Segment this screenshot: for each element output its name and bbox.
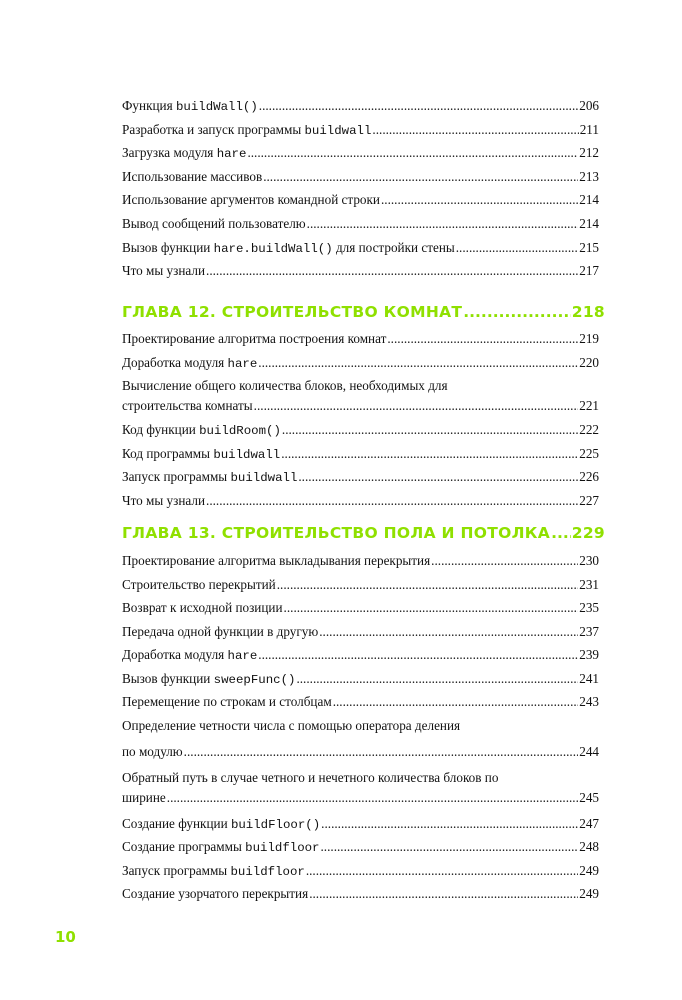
toc-entry-page: 217 [579,263,599,279]
dot-leader [387,329,578,349]
toc-entry[interactable] [122,143,599,164]
toc-entry-title [122,353,257,374]
toc-entry[interactable] [122,376,599,416]
toc-entry-row [122,353,599,374]
chapter-title: ГЛАВА 12. СТРОИТЕЛЬСТВО КОМНАТ [122,303,463,321]
toc-entry-row [122,143,599,164]
toc-entry-code: buildWall() [175,100,258,114]
toc-entry-code: hare [227,356,258,371]
toc-entry-code: buildfloor [245,841,320,855]
toc-entry[interactable] [122,214,599,234]
toc-entry-text: Перемещение по строкам и столбцам [122,694,332,709]
toc-entry-text: Что мы узнали [122,263,206,279]
toc-entry[interactable] [122,261,599,281]
toc-entry[interactable] [122,575,599,595]
toc-entry-row [122,238,599,259]
toc-entry-title [122,467,297,488]
toc-entry[interactable] [122,491,599,511]
toc-entry-page: 249 [579,886,599,901]
toc-entry-text: для постройки стены [332,239,455,255]
toc-entry-title [122,575,276,595]
dot-leader [259,96,578,116]
toc-entry-text: строительства комнаты [122,398,253,414]
toc-entry-title [122,329,386,349]
dot-leader [298,467,578,487]
toc-entry-title [122,598,283,618]
dot-leader [307,214,579,234]
chapter-page: 229 [571,524,605,542]
toc-entry-text: Загрузка модуля [122,145,217,161]
toc-entry[interactable] [122,167,599,187]
toc-entry-title [122,788,166,808]
toc-entry-title [122,190,380,210]
dot-leader [167,788,578,808]
toc-entry-row [122,692,599,712]
toc-entry-text: Создание узорчатого перекрытия [122,886,309,901]
toc-entry-title [122,420,281,441]
toc-entry-code: hare [216,147,247,162]
toc-entry-row [122,396,599,416]
toc-entry-page: 248 [579,839,599,854]
toc-entry-row [122,598,599,618]
toc-entry-page: 206 [579,98,599,113]
toc-entry-row [122,329,599,349]
toc-entry-title [122,645,257,666]
dot-leader [206,491,578,511]
toc-entry-page: 215 [579,239,599,255]
toc-entry-title-line: Определение четности числа с помощью оператора деления [122,717,461,733]
toc-entry-text: ширине [122,789,166,805]
dot-leader [277,575,578,595]
toc-entry[interactable] [122,884,599,904]
toc-entry-row [122,814,599,835]
toc-entry-title [122,884,308,904]
toc-entry-code: buildwall [304,123,372,138]
toc-entry[interactable] [122,353,599,374]
toc-entry-code: buildfloor [230,864,305,879]
toc-entry-row [122,884,599,904]
dot-leader [319,622,578,642]
toc-entry-page: 231 [579,576,599,592]
toc-entry-page: 220 [579,354,599,370]
toc-entry-page: 213 [579,168,599,184]
toc-entry[interactable] [122,861,599,882]
toc-entry-title [122,622,318,642]
toc-entry[interactable] [122,598,599,618]
toc-entry-row [122,575,599,595]
toc-entry-code: hare [227,649,258,663]
toc-entry-title-line: Обратный путь в случае четного и нечетного количества блоков по [122,769,499,785]
toc-entry-page: 239 [579,647,599,662]
toc-entry-text: Запуск программы [122,469,231,485]
toc-entry-text: Код функции [122,422,200,438]
dot-leader [321,837,579,857]
dot-leader [321,814,578,834]
toc-entry[interactable] [122,420,599,441]
toc-entry-row [122,669,599,690]
toc-entry-page: 212 [579,145,599,161]
toc-entry[interactable] [122,837,599,858]
toc-entry[interactable] [122,238,599,259]
toc-entry-page: 225 [579,445,599,461]
toc-entry-row [122,190,599,210]
toc-entry-code: hare.buildWall() [213,241,333,256]
toc-entry-page: 214 [579,192,599,208]
dot-leader [431,551,578,571]
dot-leader [456,238,578,258]
toc-entry-title [122,814,320,835]
toc-entry-title [122,261,205,281]
toc-entry-title [122,167,262,187]
dot-leader [284,598,579,618]
toc-entry-title-line: Вычисление общего количества блоков, необходимых для [122,378,448,394]
toc-entry-title [122,396,253,416]
toc-entry-row [122,214,599,234]
toc-entry-row [122,622,599,642]
toc-entry-text: Проектирование алгоритма построения комнат [122,331,387,346]
toc-entry[interactable] [122,444,599,465]
toc-entry[interactable] [122,692,599,712]
toc-entry-text: Доработка модуля [122,354,228,370]
dot-leader [258,353,578,373]
chapter-heading[interactable] [122,522,605,544]
dot-leader [258,645,578,665]
toc-entry-row [122,645,599,666]
toc-entry-row [122,444,599,465]
toc-entry[interactable] [122,467,599,488]
toc-entry-title [122,491,205,511]
toc-entry-title [122,214,306,234]
dot-leader [296,669,578,689]
chapter-page: 218 [571,303,605,321]
toc-entry-title [122,837,320,858]
dot-leader [333,692,579,712]
dot-leader [184,742,579,762]
dot-leader [254,396,579,416]
dot-leader [282,420,578,440]
dot-leader [306,861,578,881]
toc-entry-title [122,742,183,762]
toc-entry-text: Создание программы [122,839,246,854]
toc-entry-title [122,238,455,259]
toc-entry-page: 211 [579,121,599,137]
toc-entry[interactable] [122,645,599,666]
toc-entry-text: Использование аргументов командной строки [122,192,380,208]
toc-entry[interactable] [122,329,599,349]
toc-entry-page: 226 [579,469,599,485]
toc-entry-text: Передача одной функции в другую [122,623,319,639]
toc-entry-row [122,742,599,762]
dot-leader [309,884,578,904]
toc-entry-page: 241 [579,670,599,686]
toc-entry-title [122,143,246,164]
toc-entry[interactable] [122,551,599,571]
toc-entry[interactable] [122,716,599,762]
chapter-heading[interactable] [122,301,605,323]
toc-entry[interactable] [122,768,599,808]
dot-leader [263,167,578,187]
toc-entry-text: Возврат к исходной позиции [122,600,283,615]
dot-leader [463,301,570,323]
toc-entry-row [122,551,599,571]
toc-entry-text: Проектирование алгоритма выкладывания перекрытия [122,553,431,568]
toc-entry-row [122,120,599,141]
toc-entry-code: buildwall [213,447,281,462]
toc-entry-page: 219 [579,331,599,346]
toc-entry-row [122,261,599,281]
toc-entry-code: buildFloor() [230,817,321,832]
toc-entry-page: 235 [579,600,599,615]
toc-entry[interactable] [122,190,599,210]
dot-leader [247,143,578,163]
toc-entry-text: Запуск программы [122,862,231,878]
toc-entry-title [122,669,295,690]
toc-entry-page: 247 [579,815,599,831]
toc-entry-text: Что мы узнали [122,493,206,508]
toc-entry-row [122,837,599,858]
toc-entry[interactable] [122,669,599,690]
dot-leader [281,444,578,464]
toc-entry-row [122,467,599,488]
toc-entry-page: 245 [579,789,599,805]
toc-entry-title [122,444,280,465]
toc-entry-text: Разработка и запуск программы [122,121,305,137]
toc-entry-text: по модулю [122,743,183,759]
toc-entry-code: sweepFunc() [213,672,296,687]
toc-entry-page: 222 [579,422,599,438]
toc-entry-page: 221 [579,398,599,414]
toc-entry-code: buildwall [230,471,298,486]
toc-entry-row [122,861,599,882]
toc-entry[interactable] [122,622,599,642]
toc-entry-title [122,692,332,712]
toc-entry-page: 227 [579,493,599,508]
toc-entry-page: 230 [579,553,599,568]
toc-entry-title [122,861,305,882]
chapter-title: ГЛАВА 13. СТРОИТЕЛЬСТВО ПОЛА И ПОТОЛКА [122,524,551,542]
toc-entry-row [122,491,599,511]
toc-entry-row [122,788,599,808]
dot-leader [381,190,578,210]
toc-entry-text: Строительство перекрытий [122,576,276,592]
toc-entry-text: Вызов функции [122,239,214,255]
dot-leader [372,120,578,140]
toc-entry-page: 237 [579,623,599,639]
toc-entry-row [122,420,599,441]
toc-entry[interactable] [122,96,599,117]
toc-entry-text: Функция [122,98,176,113]
toc-entry-page: 214 [579,216,599,231]
toc-entry-page: 249 [579,862,599,878]
toc-entry[interactable] [122,814,599,835]
toc-entry-text: Код программы [122,445,214,461]
toc-entry-text: Доработка модуля [122,647,228,662]
toc-entry-title [122,551,430,571]
toc-entry-row [122,96,599,117]
toc-entry-code: buildRoom() [199,424,281,439]
toc-entry-text: Вызов функции [122,670,214,686]
toc-entry-page: 244 [579,743,599,759]
toc-entry-text: Создание функции [122,815,231,831]
toc-entry-text: Использование массивов [122,168,263,184]
toc-entry-title [122,120,371,141]
dot-leader [206,261,578,281]
page-number: 10 [55,928,76,946]
toc-entry-text: Вывод сообщений пользователю [122,216,306,231]
toc-entry-row [122,167,599,187]
toc-entry[interactable] [122,120,599,141]
toc-entry-title [122,96,258,117]
dot-leader [551,522,571,544]
toc-entry-page: 243 [579,694,599,709]
